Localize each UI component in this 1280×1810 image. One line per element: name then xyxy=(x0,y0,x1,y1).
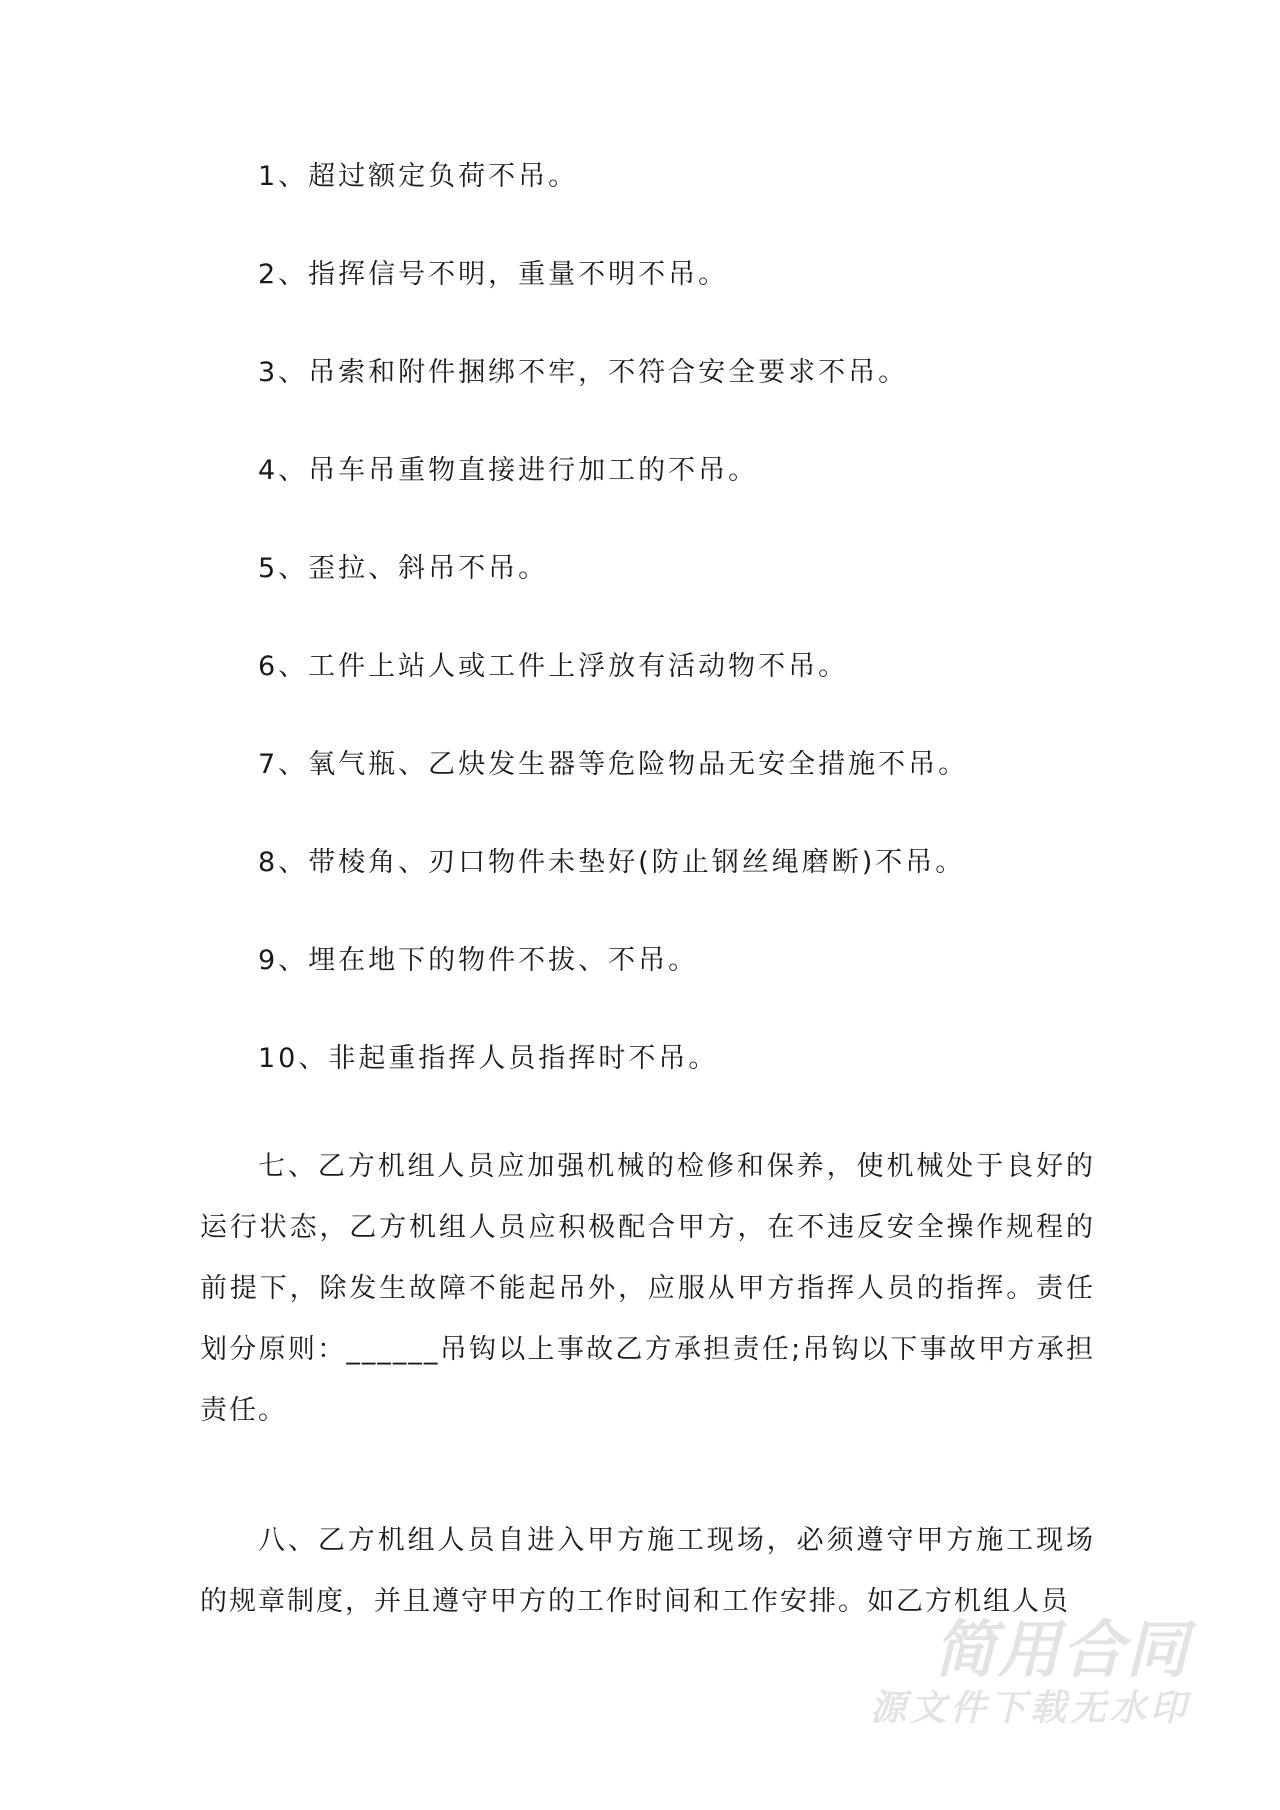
list-item: 5、歪拉、斜吊不吊。 xyxy=(258,553,549,584)
list-item: 7、氧气瓶、乙炔发生器等危险物品无安全措施不吊。 xyxy=(258,749,969,780)
list-item: 1、超过额定负荷不吊。 xyxy=(258,161,579,192)
list-item: 8、带棱角、刃口物件未垫好(防止钢丝绳磨断)不吊。 xyxy=(258,847,966,878)
list-item: 2、指挥信号不明，重量不明不吊。 xyxy=(258,259,729,290)
list-item: 3、吊索和附件捆绑不牢，不符合安全要求不吊。 xyxy=(258,357,909,388)
list-item: 4、吊车吊重物直接进行加工的不吊。 xyxy=(258,455,759,486)
list-item: 9、埋在地下的物件不拔、不吊。 xyxy=(258,945,699,976)
watermark-tagline: 源文件下载无水印 xyxy=(869,1688,1190,1729)
list-item: 6、工件上站人或工件上浮放有活动物不吊。 xyxy=(258,651,849,682)
paragraph-clause-8: 八、乙方机组人员自进入甲方施工现场，必须遵守甲方施工现场的规章制度，并且遵守甲方的工作时间和工作安排。如乙方机组人员 xyxy=(200,1525,1095,1617)
watermark-logo: 简用合同 xyxy=(933,1613,1190,1686)
list-item: 10、非起重指挥人员指挥时不吊。 xyxy=(258,1043,719,1074)
paragraph-clause-7: 七、乙方机组人员应加强机械的检修和保养，使机械处于良好的运行状态，乙方机组人员应积极配合甲方，在不违反安全操作规程的前提下，除发生故障不能起吊外，应服从甲方指挥人员的指挥。责任划分原则：______吊钩以上事故乙方承担责任;吊钩以下事故甲方承担责任。 xyxy=(200,1151,1095,1426)
